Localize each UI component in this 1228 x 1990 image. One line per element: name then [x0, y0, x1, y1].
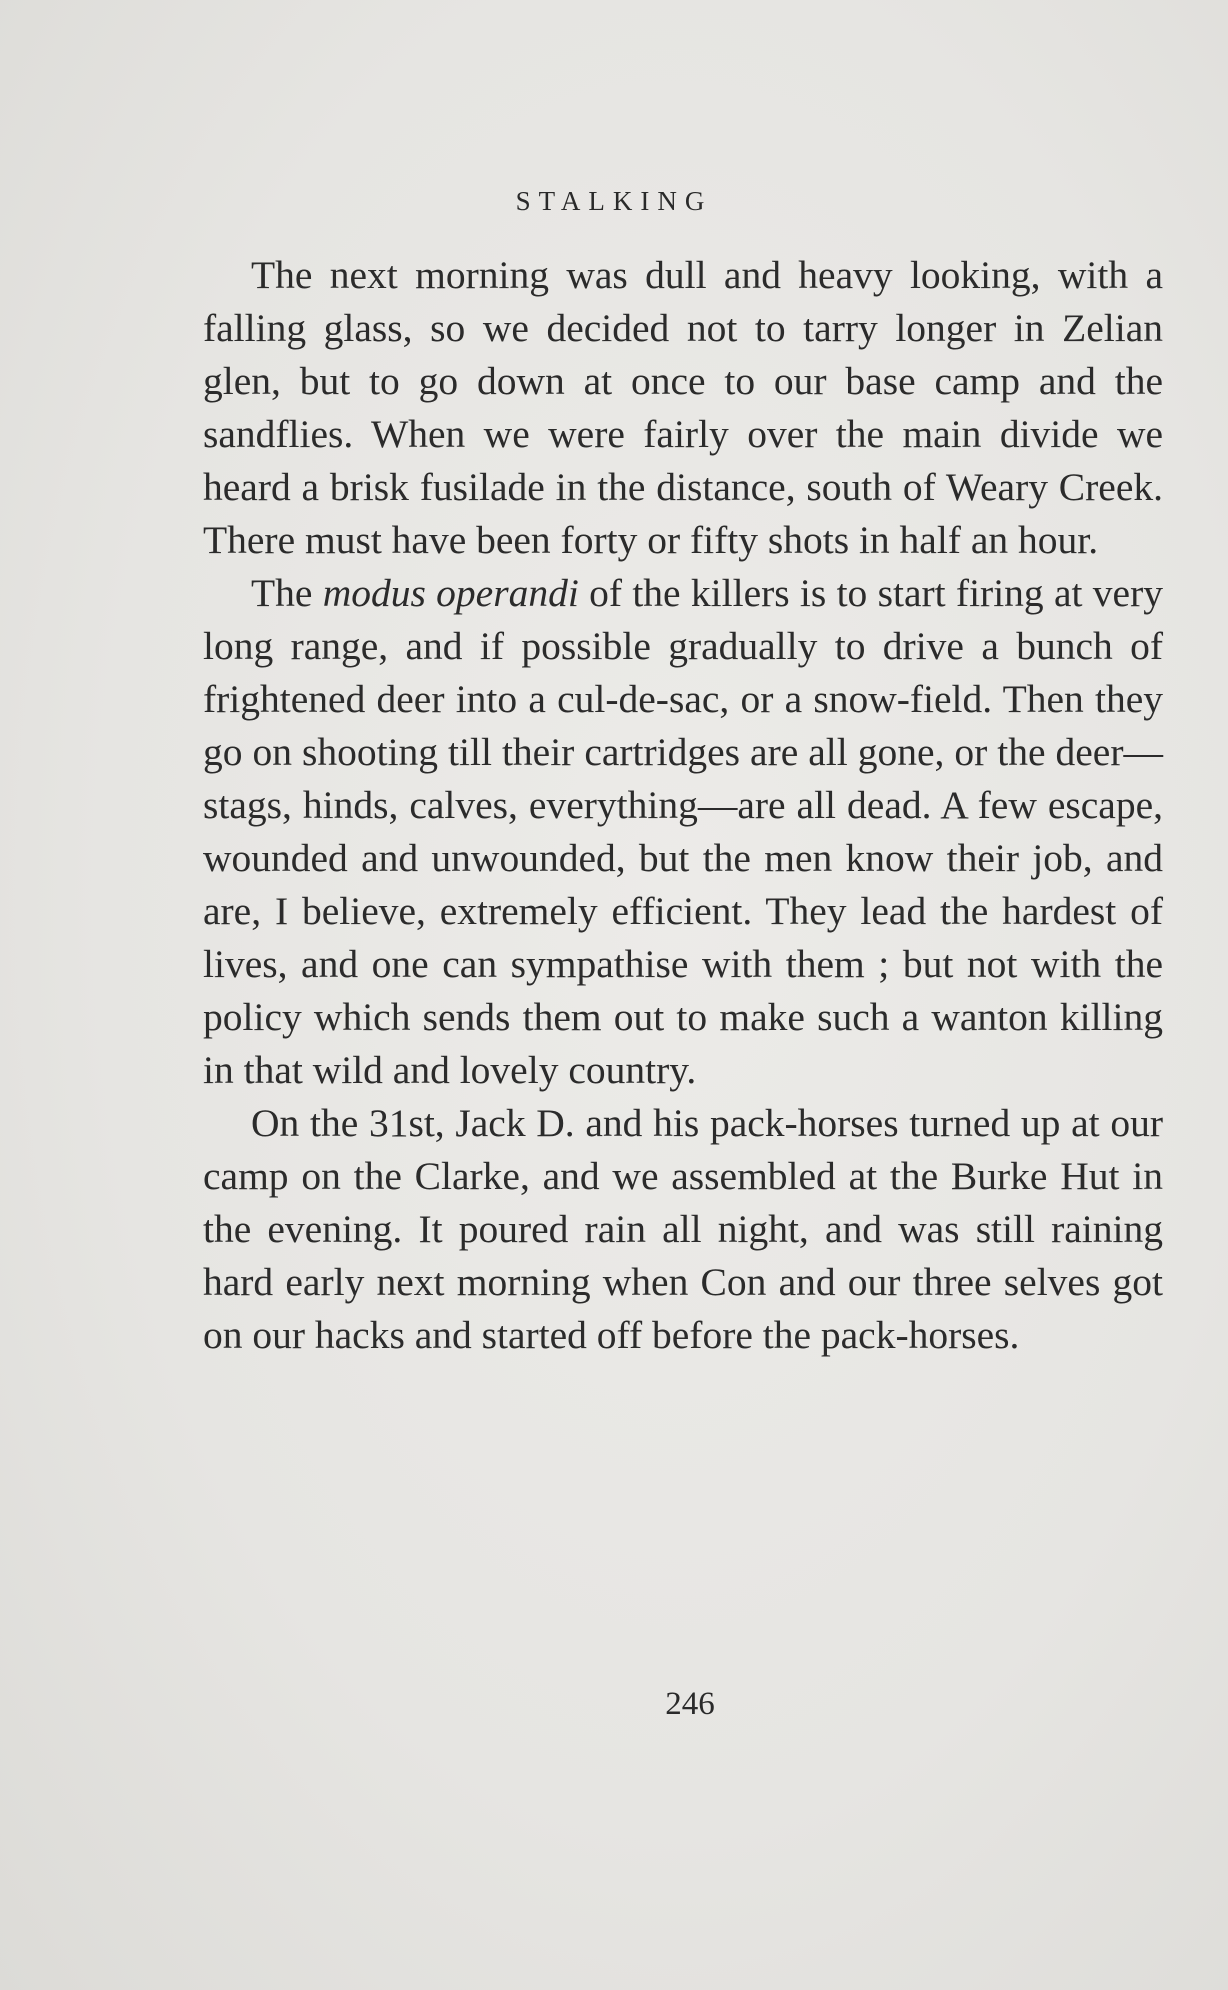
paragraph-1: The next morning was dull and heavy looking, with a falling glass, so we decided not to tarry longer in Zelian glen, but to go down at once to our base camp and the sandflies. When we were fairly over the main divide we heard a brisk fusilade in the distance, south of Weary Creek. There must have been forty or fifty shots in half an hour.: [203, 253, 1163, 562]
paragraph-3: On the 31st, Jack D. and his pack-horses turned up at our camp on the Clarke, and we assembled at the Burke Hut in the evening. It poured rain all night, and was still raining hard early next morning when Con and our three selves got on our hacks and started off before the pack-horses.: [203, 1101, 1163, 1357]
italic-phrase: modus operandi: [322, 571, 579, 615]
running-head: STALKING: [515, 186, 713, 216]
page-number: 246: [665, 1686, 715, 1722]
paragraph-2: [203, 567, 1163, 1097]
body-text: [203, 249, 1163, 1362]
paragraph-2-lead: The: [251, 571, 323, 615]
paragraph-2-body: of the killers is to start firing at very long range, and if possible gradually to drive a bunch of frightened deer into a cul-de-sac, or a snow-field. Then they go on shooting till their cartridges are all gone, or the deer—stags, hinds, calves, everything—are all dead. A few escape, wounded and unwounded, but the men know their job, and are, I believe, extremely efficient. They lead the hardest of lives, and one can sympathise with them ; but not with the policy which sends them out to make such a wanton killing in that wild and lovely country.: [203, 571, 1163, 1092]
